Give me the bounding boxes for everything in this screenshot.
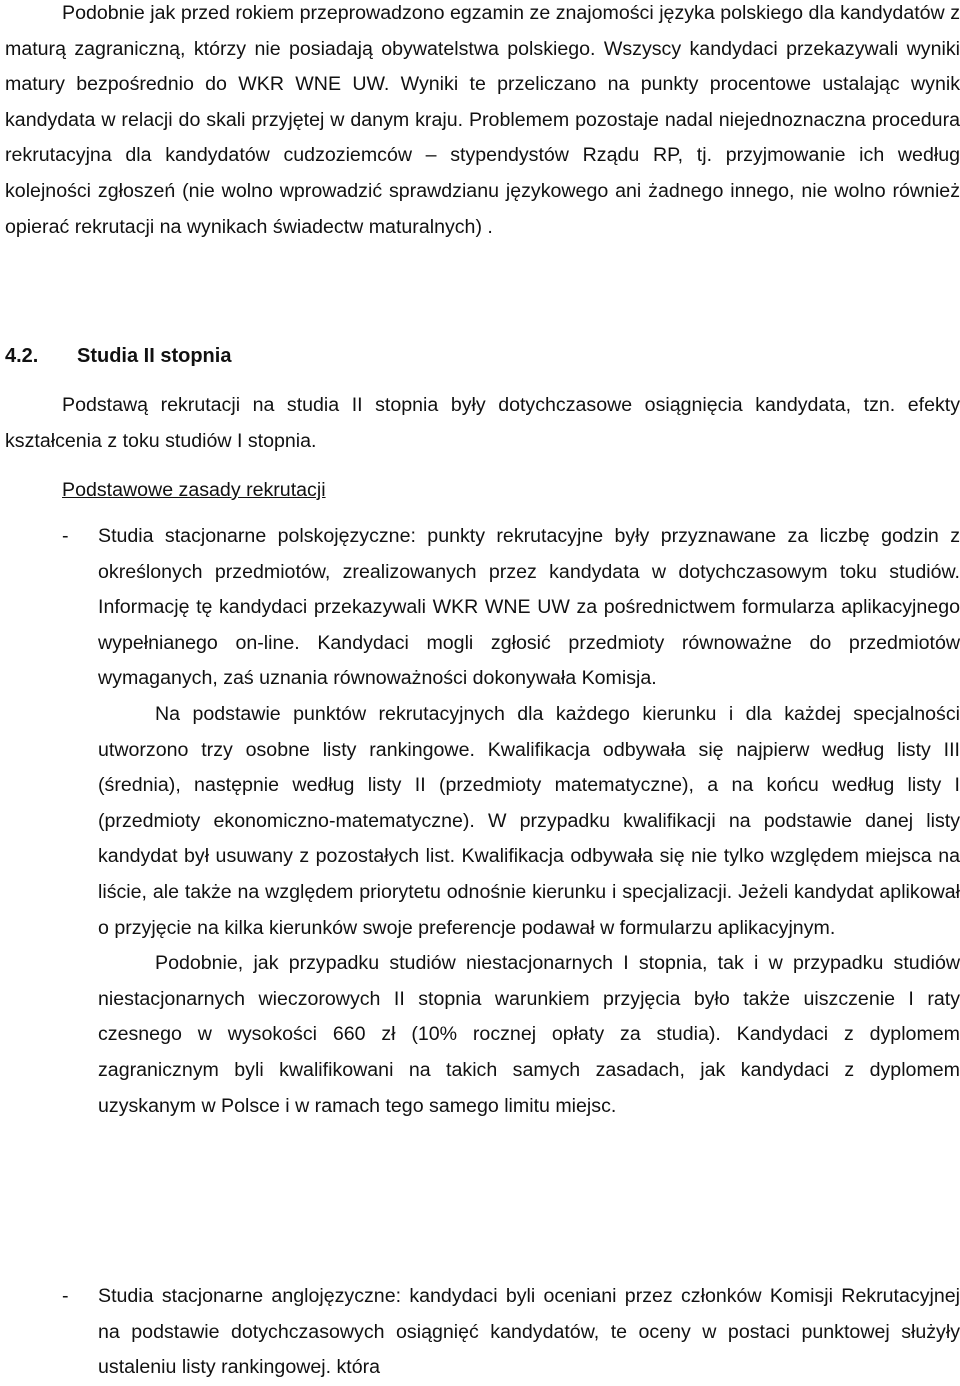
section-title: Studia II stopnia xyxy=(77,345,232,367)
list-item xyxy=(5,1279,960,1386)
list-item-body xyxy=(98,519,960,1124)
list-item-paragraph: Na podstawie punktów rekrutacyjnych dla każdego kierunku i dla każdej specjalności utworzono trzy osobne listy rankingowe. Kwalifikacja odbywała się najpierw według listy III (średnia), następnie według listy II (przedmioty matematyczne), a na końcu według listy I (przedmioty ekonomiczno-matematyczne). W przypadku kwalifikacji na podstawie danej listy kandydat był usuwany z pozostałych list. Kwalifikacja odbywała się nie tylko względem miejsca na liście, ale także na względem priorytetu odnośnie kierunku i specjalizacji. Jeżeli kandydat aplikował o przyjęcie na kilka kierunków swoje preferencje podawał w formularzu aplikacyjnym. xyxy=(98,702,960,939)
list-item-paragraph: Studia stacjonarne anglojęzyczne: kandydaci byli oceniani przez członków Komisji Rekrutacyjnej na podstawie dotychczasowych osiągnięć kandydatów, te oceny w postaci punktowej służyły ustaleniu listy rankingowej. która xyxy=(98,1285,960,1379)
section-intro-paragraph: Podstawą rekrutacji na studia II stopnia były dotychczasowe osiągnięcia kandydata, tzn. efekty kształcenia z toku studiów I stopnia. xyxy=(5,394,960,452)
subheading: Podstawowe zasady rekrutacji xyxy=(62,479,326,501)
list-dash: - xyxy=(62,525,69,547)
list-item xyxy=(5,519,960,1124)
list-item-paragraph: Studia stacjonarne polskojęzyczne: punkty rekrutacyjne były przyznawane za liczbę godzin z określonych przedmiotów, zrealizowanych przez kandydata w dotychczasowym toku studiów. Informację tę kandydaci przekazywali WKR WNE UW za pośrednictwem formularza aplikacyjnego wypełnianego on-line. Kandydaci mogli zgłosić przedmioty równoważne do przedmiotów wymaganych, zaś uznania równoważności dokonywała Komisja. xyxy=(98,525,960,690)
list-dash: - xyxy=(62,1285,69,1307)
list-item-body xyxy=(98,1279,960,1386)
section-heading xyxy=(5,338,231,374)
intro-paragraph: Podobnie jak przed rokiem przeprowadzono egzamin ze znajomości języka polskiego dla kandydatów z maturą zagraniczną, którzy nie posiadają obywatelstwa polskiego. Wszyscy kandydaci przekazywali wyniki matury bezpośrednio do WKR WNE UW. Wyniki te przeliczano na punkty procentowe ustalając wynik kandydata w relacji do skali przyjętej w danym kraju. Problemem pozostaje nadal niejednoznaczna procedura rekrutacyjna dla kandydatów cudzoziemców – stypendystów Rządu RP, tj. przyjmowanie ich według kolejności zgłoszeń (nie wolno wprowadzić sprawdzianu językowego ani żadnego innego, nie wolno również opierać rekrutacji na wynikach świadectw maturalnych) . xyxy=(5,2,960,238)
list-item-paragraph: Podobnie, jak przypadku studiów niestacjonarnych I stopnia, tak i w przypadku studiów niestacjonarnych wieczorowych II stopnia warunkiem przyjęcia było także uiszczenie I raty czesnego w wysokości 660 zł (10% rocznej opłaty za studia). Kandydaci z dyplomem zagranicznym byli kwalifikowani na takich samych zasadach, jak kandydaci z dyplomem uzyskanym w Polsce i w ramach tego samego limitu miejsc. xyxy=(98,952,960,1117)
section-number: 4.2. xyxy=(5,345,39,367)
